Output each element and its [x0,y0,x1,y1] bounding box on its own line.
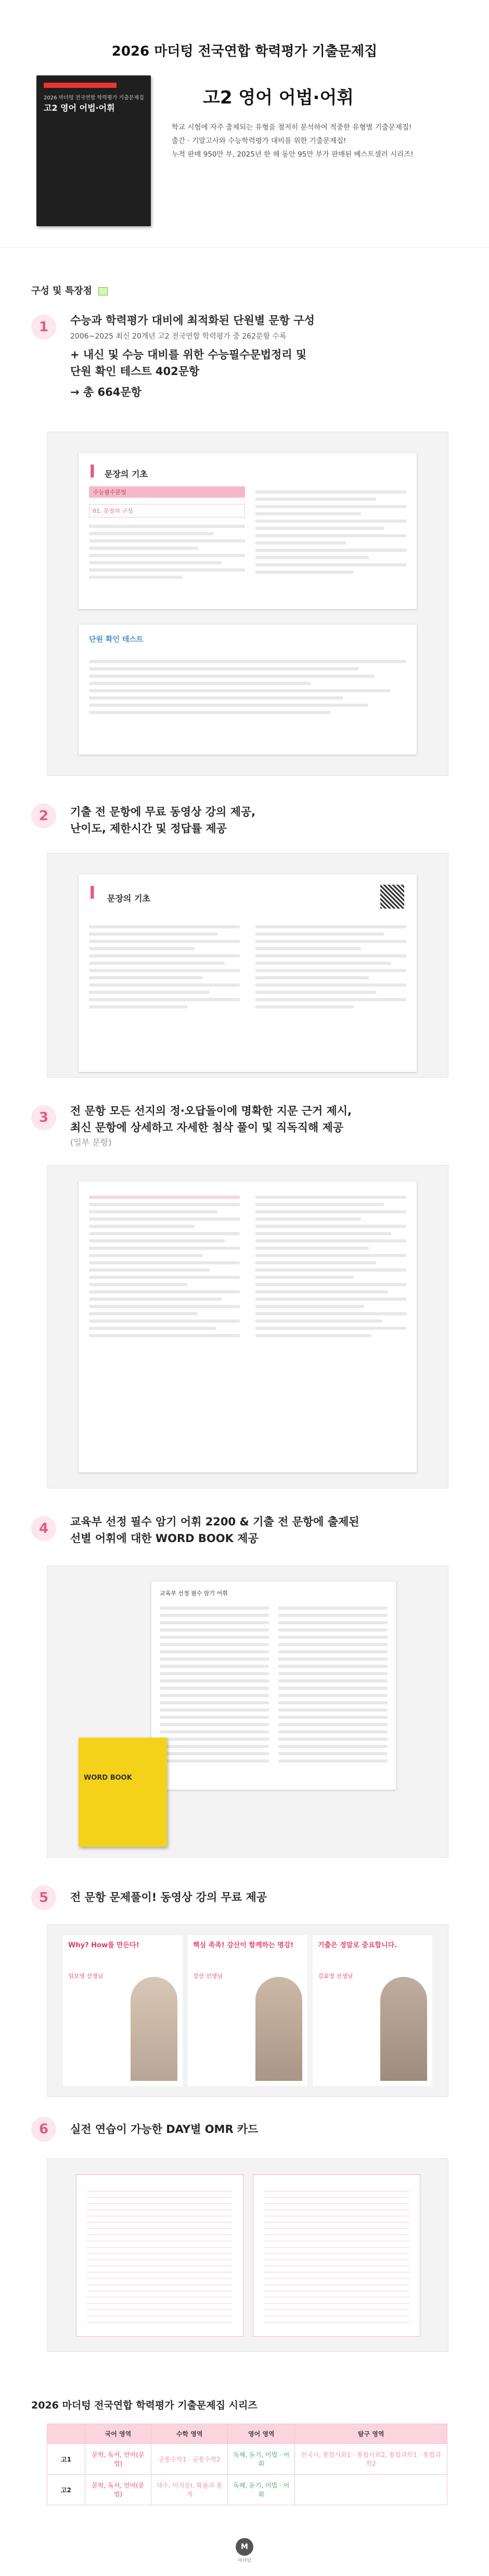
row-2-grade: 고2 [47,2475,85,2505]
sample3-title: 문장의 기초 [107,894,150,903]
table-row [47,2475,447,2505]
lecturer-card-3 [313,1935,432,2086]
sample4-right-lines [255,1192,406,1341]
cover-accent-bar [44,83,117,88]
sample3-right-lines [255,921,406,1013]
row-1-korean[interactable]: 문학, 독서, 언어(문법) [85,2444,151,2475]
top-title: 2026 마더텅 전국연합 학력평가 기출문제집 [111,44,378,59]
feature-3-title2: 최신 문항에 상세하고 자세한 첨삭 풀이 및 직독직해 제공 [70,1121,344,1134]
publisher-logo-icon: M [236,2538,253,2556]
sample2-title: 단원 확인 테스트 [89,636,144,644]
qr-code-icon[interactable] [380,885,404,909]
feature-1-extra3: → 총 664문항 [70,386,141,398]
series-table [47,2424,447,2505]
footer-logo [229,2538,260,2564]
sample-page-4 [79,1181,417,1472]
feature-2-panel [47,853,448,1078]
chapter-numeral: I [89,461,96,482]
feature-3-text [70,1103,476,1148]
feature-1-text [70,312,466,400]
omr-grid-1 [87,2185,233,2326]
series-col-0 [47,2424,85,2444]
sample1-tab: 수능필수문법 [93,489,126,496]
wordbook-header: 교육부 선정 필수 암기 어휘 [160,1590,228,1597]
feature-5-panel [47,1924,448,2097]
lecturer-3-badge: 기출은 정말로 중요합니다. [318,1941,397,1949]
series-col-3: 영어 영역 [228,2424,295,2444]
wordbook-cover [79,1738,167,1847]
feature-4-title: 교육부 선정 필수 암기 어휘 2200 & 기출 전 문항에 출제된 [70,1516,359,1528]
feature-number-1: 1 [31,315,56,340]
lecturer-1-name: 임보영 선생님 [68,1973,104,1979]
sample2-lines [89,656,406,718]
divider [0,247,489,248]
feature-3-title: 전 문항 모든 선지의 정·오답돌이에 명확한 지문 근거 제시, [70,1105,352,1117]
lecturer-2-badge: 핵심 족족! 강산이 함께하는 명강! [193,1941,294,1949]
chapter-numeral-2: I [89,883,96,903]
lecturer-3-photo [380,1977,427,2081]
wordbook-cover-label: WORD BOOK [84,1774,132,1782]
series-col-1: 국어 영역 [85,2424,151,2444]
publisher-logo-label: 마더텅 [237,2558,252,2564]
book-title: 고2 영어 어법·어휘 [203,87,354,108]
row-2-english[interactable]: 독해, 듣기, 어법 · 어휘 [228,2475,295,2505]
row-1-grade: 고1 [47,2444,85,2475]
sample1-left-lines [89,521,245,583]
lecturer-2-name: 강산 선생님 [193,1973,223,1979]
sample4-left-lines [89,1192,240,1341]
feature-1-extra1: + 내신 및 수능 대비를 위한 수능필수문법정리 및 [70,348,307,361]
lecturer-1-photo [131,1977,177,2081]
lecturer-1-badge: Why? How를 만든다! [68,1941,139,1949]
lecturer-2-photo [255,1977,302,2081]
sample-page-2 [79,625,417,755]
sample1-tab-bar [89,486,245,498]
omr-card-2 [253,2174,420,2337]
feature-1-sub: 2006~2025 최신 20개년 고2 전국연합 학력평가 중 262문항 수록 [70,332,287,341]
feature-2-title: 기출 전 문항에 무료 동영상 강의 제공, [70,806,256,818]
feature-number-6: 6 [31,2117,56,2142]
row-1-english[interactable]: 독해, 듣기, 어법 · 어휘 [228,2444,295,2475]
wordbook-col1 [160,1602,269,1767]
book-description [172,121,463,161]
feature-4-title2: 선별 어휘에 대한 WORD BOOK 제공 [70,1532,259,1545]
section-title-text: 구성 및 특장점 [31,286,92,296]
desc-line-2: 출간 · 기말고사와 수능학력평가 대비를 위한 기출문제집! [172,137,346,145]
lecturer-3-name: 김효영 선생님 [318,1973,353,1979]
feature-4-panel [47,1565,448,1858]
cover-title: 고2 영어 어법·어휘 [44,103,115,113]
lecturer-card-2 [188,1935,307,2086]
row-1-math[interactable]: 공통수학1 · 공통수학2 [151,2444,227,2475]
sample1-right-lines [255,486,406,578]
series-title: 2026 마더텅 전국연합 학력평가 기출문제집 시리즈 [31,2400,258,2411]
omr-card-1 [76,2174,243,2337]
feature-2-text [70,804,466,837]
series-col-4: 탐구 영역 [295,2424,447,2444]
row-2-inquiry [295,2475,447,2505]
feature-number-3: 3 [31,1105,56,1130]
feature-1-title: 수능과 학력평가 대비에 최적화된 단원별 문항 구성 [70,314,315,327]
feature-number-2: 2 [31,804,56,829]
omr-grid-2 [264,2185,409,2326]
sample1-sub: 01. 문장의 구성 [89,504,245,517]
feature-1-extra2: 단원 확인 테스트 402문항 [70,365,200,378]
feature-5-title: 전 문항 문제풀이! 동영상 강의 무료 제공 [70,1891,267,1904]
feature-6-title: 실전 연습이 가능한 DAY별 OMR 카드 [70,2123,259,2135]
sample-page-3 [79,874,417,1072]
feature-1-panel [47,432,448,776]
wordbook-col2 [278,1602,388,1767]
table-row [47,2444,447,2475]
row-2-math[interactable]: 대수, 미적분Ⅰ, 확률과 통계 [151,2475,227,2505]
series-table-wrap [47,2424,447,2505]
series-col-2: 수학 영역 [151,2424,227,2444]
desc-line-3: 누적 판매 950만 부, 2025년 한 해 동안 95만 부가 판매된 베스트셀러 시리즈! [172,150,414,159]
feature-5-text [70,1889,466,1906]
series-header-row [47,2424,447,2444]
book-icon [98,287,108,295]
row-1-inquiry[interactable]: 한국사, 통합사회1 · 통합사회2, 통합과학1 · 통합과학2 [295,2444,447,2475]
book-cover [36,75,151,226]
desc-line-1: 학교 시험에 자주 출제되는 유형을 철저히 분석하여 적중한 유형별 기출문제집! [172,123,412,132]
feature-number-4: 4 [31,1516,56,1541]
wordbook-page [151,1582,396,1790]
feature-6-text [70,2121,466,2138]
sample1-title: 문장의 기초 [105,469,148,479]
lecturer-card-1 [63,1935,183,2086]
sample3-left-lines [89,921,240,1013]
feature-4-text [70,1513,476,1547]
row-2-korean[interactable]: 문학, 독서, 언어(문법) [85,2475,151,2505]
section-title [31,283,108,297]
cover-publisher: 2026 마더텅 전국연합 학력평가 기출문제집 [44,95,144,101]
feature-3-title3: (일부 문항) [70,1137,112,1147]
feature-number-5: 5 [31,1885,56,1910]
feature-6-panel [47,2158,448,2352]
sample-page-1 [79,453,417,609]
feature-2-title2: 난이도, 제한시간 및 정답률 제공 [70,822,227,835]
feature-3-panel [47,1165,448,1488]
